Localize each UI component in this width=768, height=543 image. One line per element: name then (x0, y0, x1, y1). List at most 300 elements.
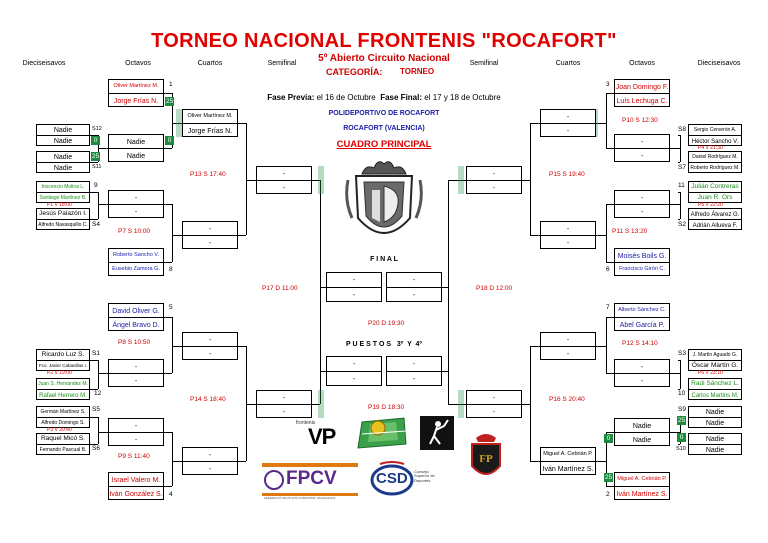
player-name: - (566, 239, 570, 247)
bracket-connector (606, 93, 607, 148)
seed-code: S9 (678, 406, 686, 413)
bracket-connector (678, 162, 680, 163)
player-name: Ricardo Luz S. (41, 351, 85, 359)
bracket-connector (246, 180, 256, 181)
seed-number: 8 (169, 266, 173, 273)
player-name: - (208, 239, 212, 247)
player-name: Israel Valero M. (111, 476, 161, 484)
match-box-oct-left-3[interactable] (108, 190, 164, 218)
player-name: Fco. Javier Cabanillas I. (38, 363, 88, 369)
player-name: Inocencio Molina L. (41, 184, 85, 190)
bracket-connector (246, 404, 256, 405)
round-header-right-dieciseisavos: Dieciseisavos (697, 60, 741, 67)
match-time: P10 S 12:30 (622, 117, 658, 124)
seed-code: S4 (92, 221, 100, 228)
match-box-cua-right-4[interactable] (540, 447, 596, 475)
bracket-accent (458, 390, 464, 418)
seed-code: S2 (678, 221, 686, 228)
bracket-connector (530, 346, 540, 347)
player-name: Roberto Sancho V. (113, 252, 159, 259)
bracket-connector (522, 404, 530, 405)
player-name: Miguel A. Cebrián P. (543, 451, 593, 458)
match-box-dies-left-6[interactable] (36, 378, 90, 400)
fase-previa-label: Fase Previa: (267, 93, 315, 102)
bracket-connector (678, 444, 680, 445)
player-name: Luís Lechuga C. (616, 97, 668, 105)
seed-code: S1 (92, 350, 100, 357)
player-name: - (134, 194, 138, 202)
match-box-cua-left-1[interactable] (182, 109, 238, 137)
match-box-3rd-right[interactable] (386, 356, 442, 386)
player-name: - (208, 465, 212, 473)
bracket-connector (172, 346, 182, 347)
player-name: - (640, 363, 644, 371)
player-name: Eusebio Zamora G. (112, 266, 160, 273)
seed-code: S11 (92, 164, 102, 170)
round-header-left-dieciseisavos: Dieciseisavos (22, 60, 66, 67)
player-name: Oliver Martínez M. (113, 83, 159, 90)
bracket-accent (318, 166, 324, 194)
player-name: Héctor Sancho V. (691, 138, 739, 145)
venue-city: ROCAFORT (VALENCIA) (343, 125, 425, 132)
bracket-connector (238, 346, 246, 347)
bracket-connector (670, 148, 680, 149)
match-box-3rd-left[interactable] (326, 356, 382, 386)
player-name: - (134, 422, 138, 430)
round-header-right-cuartos: Cuartos (555, 60, 581, 67)
match-box-semi-left-2[interactable] (256, 390, 312, 418)
player-name: Germán Martínez S. (40, 409, 86, 415)
player-name: Nadie (126, 138, 146, 146)
player-name: Roberto Rodríguez M. (690, 165, 740, 171)
round-header-right-semifinal: Semifinal (469, 60, 499, 67)
bracket-connector (530, 123, 540, 124)
player-name: Carlos Martins M. (691, 392, 739, 399)
seed-number: 7 (606, 304, 610, 311)
player-name: - (412, 376, 416, 383)
seed-code: S7 (678, 164, 686, 171)
player-name: Ángel Bravo D. (112, 321, 160, 329)
player-name: Nadie (632, 436, 652, 444)
player-name: - (412, 361, 416, 368)
seed-number: 4 (169, 491, 173, 498)
bracket-connector (606, 204, 614, 205)
player-name: Nadie (705, 436, 725, 443)
cuadro-principal: CUADRO PRINCIPAL (336, 139, 432, 150)
score: 0 (165, 136, 174, 145)
bracket-connector (680, 135, 681, 162)
match-time: P17 D 11:00 (262, 285, 298, 292)
player-name: Iván González S. (109, 490, 163, 498)
score: 25 (677, 417, 686, 424)
match-time: P3 V 20:40 (47, 427, 72, 433)
player-name: Jorge Frías N. (113, 97, 159, 105)
match-box-dies-right-8[interactable] (688, 433, 742, 455)
player-name: - (134, 208, 138, 216)
match-box-cua-right-3[interactable] (540, 332, 596, 360)
rocafort-crest-icon (344, 156, 424, 248)
match-box-oct-right-5[interactable] (614, 303, 670, 331)
puestos-label: P U E S T O S 3º Y 4º (346, 341, 422, 348)
player-name: Nadie (705, 420, 725, 427)
match-box-semi-left-1[interactable] (256, 166, 312, 194)
csd-logo-icon (370, 460, 440, 496)
player-name: - (352, 361, 356, 368)
player-name: Nadie (705, 409, 725, 416)
seed-code: S10 (676, 446, 686, 452)
fase-previa-date: el 16 de Octubre (316, 93, 376, 102)
match-box-oct-left-2[interactable] (108, 134, 164, 162)
match-box-dies-left-2[interactable] (36, 151, 90, 173)
match-box-cua-right-2[interactable] (540, 221, 596, 249)
bracket-connector (606, 373, 614, 374)
round-header-left-octavos: Octavos (125, 60, 151, 67)
player-name: - (640, 377, 644, 385)
score: 25 (91, 153, 100, 160)
seed-code: S6 (92, 445, 100, 452)
player-name: - (352, 376, 356, 383)
fase-final-date: el 17 y 18 de Octubre (424, 93, 501, 102)
player-name: Nadie (53, 138, 73, 145)
player-name: - (282, 408, 286, 416)
match-box-dies-right-4[interactable] (688, 208, 742, 230)
csd-logo-text: CSD (376, 470, 408, 487)
player-name: Fernando Pascual B. (39, 447, 87, 453)
bracket-connector (98, 373, 108, 374)
seed-number: 3 (606, 81, 610, 88)
player-name: - (492, 170, 496, 178)
match-time: P12 S 14:10 (622, 340, 658, 347)
match-box-oct-left-8[interactable] (108, 472, 164, 500)
bracket-connector (90, 192, 98, 193)
bracket-connector (164, 432, 172, 433)
match-box-cua-right-1[interactable] (540, 109, 596, 137)
match-box-dies-right-1[interactable] (688, 124, 742, 146)
bracket-connector (530, 346, 531, 461)
player-name: Oliver Martínez M. (187, 113, 233, 120)
player-name: - (640, 152, 644, 160)
match-box-oct-left-1[interactable] (108, 79, 164, 107)
bracket-connector (172, 461, 182, 462)
bracket-connector (596, 346, 606, 347)
bracket-connector (172, 432, 173, 486)
match-box-dies-right-7[interactable] (688, 406, 742, 428)
bracket-connector (164, 148, 172, 149)
match-box-dies-right-2[interactable] (688, 151, 742, 173)
match-box-dies-right-6[interactable] (688, 378, 742, 400)
player-name: Julián Contreras (691, 183, 739, 191)
match-box-oct-right-2[interactable] (614, 134, 670, 162)
match-box-dies-right-5[interactable] (688, 349, 742, 371)
player-name: Alfredo Álvarez G. (690, 211, 740, 218)
player-name: Francisco Girón C. (619, 266, 665, 273)
player-name: - (566, 336, 570, 344)
player-name: Raquel Micó S. (40, 435, 86, 443)
bracket-connector (670, 204, 680, 205)
player-name: Iván Martínez S. (616, 490, 668, 498)
player-name: - (640, 138, 644, 146)
score: 25 (165, 98, 174, 105)
bracket-connector (98, 432, 108, 433)
player-name: David Oliver G. (112, 307, 160, 315)
match-box-semi-right-1[interactable] (466, 166, 522, 194)
bracket-connector (172, 317, 173, 373)
player-name: - (208, 451, 212, 459)
player-name: Jorge Frías N. (187, 127, 233, 135)
player-name: - (282, 184, 286, 192)
player-name: Nadie (632, 422, 652, 430)
bracket-connector (98, 417, 99, 444)
player-name: - (566, 113, 570, 121)
player-name: Raúl Sánchez L. (691, 380, 739, 388)
bracket-connector (606, 93, 614, 94)
match-time: P15 S 19:40 (549, 171, 585, 178)
match-box-oct-right-3[interactable] (614, 190, 670, 218)
player-name: Moisés Boils G. (617, 252, 667, 260)
player-name: - (282, 394, 286, 402)
bracket-connector (522, 180, 530, 181)
match-time: P20 D 19:30 (368, 320, 405, 327)
bracket-connector (90, 219, 98, 220)
match-box-oct-right-8[interactable] (614, 472, 670, 500)
bracket-connector (90, 417, 98, 418)
bracket-connector (98, 192, 99, 219)
round-header-right-octavos: Octavos (629, 60, 655, 67)
score: 25 (604, 474, 613, 481)
player-name: - (566, 225, 570, 233)
match-time: P1 V 18:00 (47, 202, 72, 208)
svg-text:FP: FP (479, 453, 493, 465)
bracket-connector (164, 262, 172, 263)
bracket-connector (164, 486, 172, 487)
player-name: Nadie (53, 154, 73, 161)
player-name: Jesús Palazón I. (39, 210, 87, 218)
player-name: Alberto Sánchez C. (618, 307, 666, 314)
player-name: - (134, 363, 138, 371)
player-name: Óscar Martín G. (691, 362, 739, 370)
match-box-dies-left-4[interactable] (36, 208, 90, 230)
player-name: Joan Domingo F. (615, 83, 669, 91)
player-name: - (492, 394, 496, 402)
seed-number: 9 (94, 182, 98, 189)
match-box-cua-left-3[interactable] (182, 332, 238, 360)
venue: POLIDEPORTIVO DE ROCAFORT (328, 110, 440, 117)
player-name: Nadie (53, 127, 73, 134)
bracket-connector (172, 204, 173, 262)
bracket-connector (530, 461, 540, 462)
fpcv-logo-text: FPCV (286, 468, 337, 489)
seed-code: S8 (678, 126, 686, 133)
match-time: P19 D 18:30 (368, 404, 405, 411)
seed-number: 2 (606, 491, 610, 498)
vp-logo-icon: frontenis VP (296, 420, 336, 449)
bracket-connector (678, 219, 680, 220)
bracket-accent (318, 390, 324, 418)
seed-number: 11 (678, 182, 685, 189)
seed-number: 10 (678, 390, 686, 397)
player-name: Daniel Rodríguez M. (692, 154, 738, 160)
federation-crest-icon (466, 432, 506, 488)
bracket-connector (164, 317, 172, 318)
player-name: - (282, 170, 286, 178)
player-name: - (352, 292, 356, 299)
seed-code: S5 (92, 406, 100, 413)
match-time: P11 S 13:20 (612, 228, 648, 235)
vp-logo-text: VP (308, 424, 336, 449)
player-name: Rafael Herrero M. (39, 392, 87, 399)
match-time: P4 V 21:30 (698, 145, 723, 151)
bracket-connector (164, 93, 172, 94)
bracket-connector (442, 287, 448, 288)
bracket-connector (606, 317, 607, 373)
match-time: P7 S 10:00 (118, 228, 151, 235)
score: 0 (91, 136, 100, 145)
player-name: Abel García P. (619, 321, 665, 329)
round-header-left-cuartos: Cuartos (197, 60, 223, 67)
bracket-connector (238, 461, 246, 462)
player-name: Adrián Allueva F. (692, 222, 738, 229)
seed-number: 12 (94, 390, 102, 397)
match-box-oct-right-1[interactable] (614, 79, 670, 107)
match-box-final-right[interactable] (386, 272, 442, 302)
match-time: P5 V 22:20 (698, 202, 723, 208)
bracket-connector (164, 204, 172, 205)
match-box-oct-left-4[interactable] (108, 248, 164, 276)
player-name: - (208, 350, 212, 358)
bracket-connector (606, 204, 607, 262)
player-name: Iván Martínez S. (542, 465, 594, 473)
bracket-connector (98, 148, 108, 149)
bracket-connector (606, 317, 614, 318)
bracket-connector (238, 123, 246, 124)
final-label: F I N A L (370, 256, 398, 263)
match-box-final-left[interactable] (326, 272, 382, 302)
player-name: - (352, 277, 356, 284)
bracket-connector (596, 235, 606, 236)
player-name: - (492, 408, 496, 416)
match-time: P16 S 20:40 (549, 396, 585, 403)
player-name: Miguel A. Cebrián P. (617, 476, 667, 483)
player-name: Alfredo Domingo S. (41, 420, 85, 426)
player-name: - (208, 225, 212, 233)
bracket-connector (606, 262, 614, 263)
bracket-connector (448, 180, 449, 404)
match-box-dies-left-8[interactable] (36, 433, 90, 455)
match-box-oct-left-5[interactable] (108, 303, 164, 331)
bracket-connector (606, 432, 614, 433)
match-box-dies-left-1[interactable] (36, 124, 90, 146)
bracket-connector (90, 360, 98, 361)
match-time: P2 V 19:00 (47, 370, 72, 376)
match-time: P14 S 18:40 (190, 396, 226, 403)
player-name: Alfredo Navasquillo C. (38, 222, 88, 228)
match-box-oct-left-6[interactable] (108, 359, 164, 387)
match-box-dies-left-7[interactable] (36, 406, 90, 428)
player-silhouette-icon (420, 416, 454, 450)
player-name: Juan R. Ors (697, 194, 733, 202)
fase-final-label: Fase Final: (380, 93, 423, 102)
match-box-dies-left-5[interactable] (36, 349, 90, 371)
score: 0 (604, 434, 613, 443)
player-name: - (412, 292, 416, 299)
player-name: Juan S. Hernández M. (38, 381, 88, 387)
match-box-oct-right-4[interactable] (614, 248, 670, 276)
match-box-dies-right-3[interactable] (688, 181, 742, 203)
match-box-oct-right-6[interactable] (614, 359, 670, 387)
fpcv-logo-icon (262, 460, 358, 500)
player-name: Nadie (126, 152, 146, 160)
seed-code: S3 (678, 350, 686, 357)
bracket-connector (530, 235, 540, 236)
seed-number: 6 (606, 266, 610, 273)
bracket-connector (442, 371, 448, 372)
player-name: - (134, 436, 138, 444)
subtitle: 5º Abierto Circuito Nacional (318, 53, 450, 64)
category-label: CATEGORÍA: (326, 67, 383, 77)
match-time: P9 S 11:40 (118, 453, 150, 460)
court-logo-icon (356, 416, 410, 450)
match-time: P18 D 12:00 (476, 285, 513, 292)
match-box-cua-left-4[interactable] (182, 447, 238, 475)
bracket-connector (596, 461, 606, 462)
match-time: P6 V 23:10 (698, 370, 723, 376)
match-time: P13 S 17:40 (190, 171, 226, 178)
bracket-connector (530, 123, 531, 235)
match-box-oct-right-7[interactable] (614, 418, 670, 446)
player-name: - (640, 208, 644, 216)
seed-number: 5 (169, 304, 173, 311)
player-name: - (208, 336, 212, 344)
match-box-cua-left-2[interactable] (182, 221, 238, 249)
match-time: P8 S 10:50 (118, 339, 151, 346)
bracket-connector (680, 360, 681, 389)
match-box-dies-left-3[interactable] (36, 181, 90, 203)
bracket-accent (458, 166, 464, 194)
bracket-connector (238, 235, 246, 236)
score: 0 (677, 433, 686, 442)
round-header-left-semifinal: Semifinal (267, 60, 297, 67)
bracket-connector (680, 192, 681, 219)
player-name: Sergio Cerverón A. (693, 127, 737, 133)
player-name: Nadie (705, 447, 725, 454)
match-box-oct-left-7[interactable] (108, 418, 164, 446)
fpcv-subtitle: FEDERACIÓ DE PILOTA COMUNITAT VALENCIANA (264, 496, 336, 500)
seed-number: 1 (169, 81, 173, 88)
player-name: J. Martín Aguado G. (692, 352, 738, 358)
csd-subtitle: Consejo Superior de Deportes (414, 469, 435, 483)
bracket-connector (606, 486, 614, 487)
player-name: Santiago Martínez B. (39, 195, 87, 201)
bracket-connector (246, 123, 247, 235)
player-name: - (134, 377, 138, 385)
page-title: TORNEO NACIONAL FRONTENIS "ROCAFORT" (151, 30, 617, 52)
seed-code: S12 (92, 126, 102, 132)
bracket-connector (90, 162, 98, 163)
bracket-connector (98, 204, 108, 205)
bracket-connector (606, 148, 614, 149)
player-name: - (566, 127, 570, 135)
player-name: Nadie (53, 165, 73, 172)
bracket-connector (98, 360, 99, 389)
player-name: - (566, 350, 570, 358)
bracket-connector (670, 373, 680, 374)
player-name: - (492, 184, 496, 192)
player-name: - (412, 277, 416, 284)
bracket-connector (172, 235, 182, 236)
bracket-connector (164, 373, 172, 374)
category-value: TORNEO (400, 67, 435, 76)
match-box-semi-right-2[interactable] (466, 390, 522, 418)
